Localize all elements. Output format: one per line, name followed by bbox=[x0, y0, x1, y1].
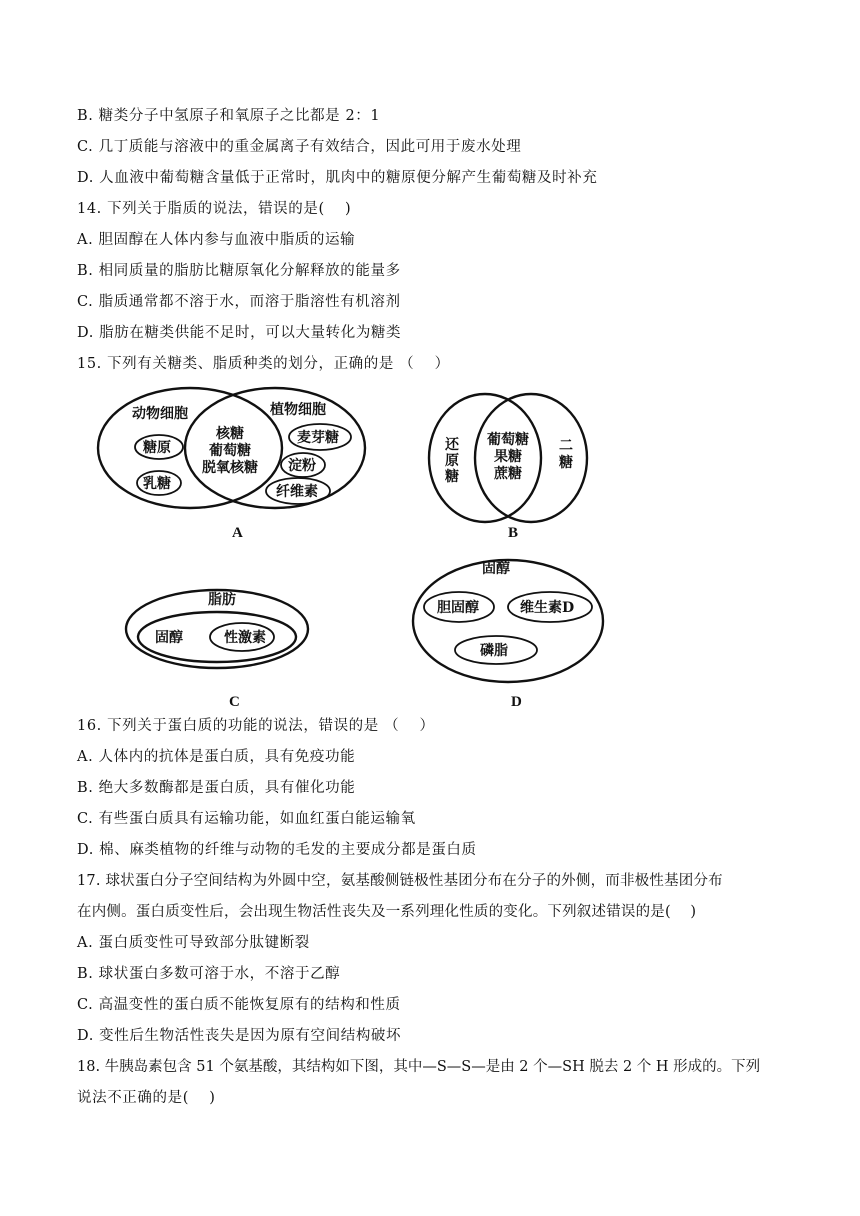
option-16a: A. 人体内的抗体是蛋白质，具有免疫功能 bbox=[77, 749, 356, 765]
option-16c: C. 有些蛋白质具有运输功能，如血红蛋白能运输氧 bbox=[77, 811, 416, 827]
item-vitamin-d: 维生素D bbox=[520, 600, 575, 616]
option-17d: D. 变性后生物活性丧失是因为原有空间结构破坏 bbox=[77, 1028, 402, 1044]
question-15: 15. 下列有关糖类、脂质种类的划分，正确的是 （ ） bbox=[77, 356, 450, 372]
option-16d: D. 棉、麻类植物的纤维与动物的毛发的主要成分都是蛋白质 bbox=[77, 842, 477, 858]
label-reducing-char-1: 还 bbox=[445, 437, 459, 453]
item-glycogen: 糖原 bbox=[143, 440, 171, 456]
label-animal-cell: 动物细胞 bbox=[132, 406, 188, 422]
item-b-sucrose: 蔗糖 bbox=[494, 466, 522, 482]
option-14b: B. 相同质量的脂肪比糖原氧化分解释放的能量多 bbox=[77, 263, 401, 279]
item-b-fructose: 果糖 bbox=[494, 449, 522, 465]
label-disaccharide-char-2: 糖 bbox=[559, 455, 573, 471]
option-17a: A. 蛋白质变性可导致部分肽键断裂 bbox=[77, 935, 310, 951]
caption-d: D bbox=[511, 694, 522, 710]
option-17c: C. 高温变性的蛋白质不能恢复原有的结构和性质 bbox=[77, 997, 401, 1013]
option-13d: D. 人血液中葡萄糖含量低于正常时，肌肉中的糖原便分解产生葡萄糖及时补充 bbox=[77, 170, 598, 186]
label-reducing-char-3: 糖 bbox=[445, 469, 459, 485]
item-glucose: 葡萄糖 bbox=[209, 443, 251, 459]
item-maltose: 麦芽糖 bbox=[297, 430, 339, 446]
item-b-glucose: 葡萄糖 bbox=[487, 432, 529, 448]
item-starch: 淀粉 bbox=[288, 458, 316, 474]
caption-a: A bbox=[232, 525, 243, 541]
option-17b: B. 球状蛋白多数可溶于水，不溶于乙醇 bbox=[77, 966, 341, 982]
caption-c: C bbox=[229, 694, 240, 710]
label-sterol-d: 固醇 bbox=[482, 561, 510, 577]
item-lactose: 乳糖 bbox=[143, 476, 171, 492]
item-sex-hormone: 性激素 bbox=[224, 630, 266, 646]
item-cholesterol: 胆固醇 bbox=[437, 600, 479, 616]
question-16: 16. 下列关于蛋白质的功能的说法，错误的是 （ ） bbox=[77, 718, 435, 734]
item-ribose: 核糖 bbox=[216, 426, 244, 442]
option-14d: D. 脂肪在糖类供能不足时，可以大量转化为糖类 bbox=[77, 325, 402, 341]
label-plant-cell: 植物细胞 bbox=[270, 402, 326, 418]
diagram-a bbox=[92, 384, 382, 554]
diagram-c bbox=[118, 584, 318, 714]
caption-b: B bbox=[508, 525, 519, 541]
question-17-line1: 17. 球状蛋白分子空间结构为外圆中空，氨基酸侧链极性基团分布在分子的外侧，而非极性基团分布 bbox=[77, 873, 723, 889]
option-14c: C. 脂质通常都不溶于水，而溶于脂溶性有机溶剂 bbox=[77, 294, 401, 310]
diagram-b bbox=[425, 392, 595, 552]
option-13c: C. 几丁质能与溶液中的重金属离子有效结合，因此可用于废水处理 bbox=[77, 139, 522, 155]
option-16b: B. 绝大多数酶都是蛋白质，具有催化功能 bbox=[77, 780, 356, 796]
label-disaccharide-char-1: 二 bbox=[559, 438, 573, 454]
question-18-line2: 说法不正确的是( ) bbox=[77, 1090, 216, 1106]
option-13b: B. 糖类分子中氢原子和氧原子之比都是 2：1 bbox=[77, 108, 381, 124]
question-17-line2: 在内侧。蛋白质变性后，会出现生物活性丧失及一系列理化性质的变化。下列叙述错误的是( ) bbox=[77, 904, 697, 920]
diagram-d bbox=[403, 548, 623, 710]
item-phospholipid: 磷脂 bbox=[480, 643, 508, 659]
label-fat: 脂肪 bbox=[208, 592, 236, 608]
question-18-line1: 18. 牛胰岛素包含 51 个氨基酸，其结构如下图，其中—S—S—是由 2 个—SH 脱去 2 个 H 形成的。下列 bbox=[77, 1059, 761, 1075]
question-14: 14. 下列关于脂质的说法，错误的是( ) bbox=[77, 201, 352, 217]
label-reducing-char-2: 原 bbox=[445, 453, 459, 469]
item-cellulose: 纤维素 bbox=[276, 484, 318, 500]
label-sterol-c: 固醇 bbox=[155, 630, 183, 646]
item-deoxyribose: 脱氧核糖 bbox=[202, 460, 258, 476]
option-14a: A. 胆固醇在人体内参与血液中脂质的运输 bbox=[77, 232, 356, 248]
